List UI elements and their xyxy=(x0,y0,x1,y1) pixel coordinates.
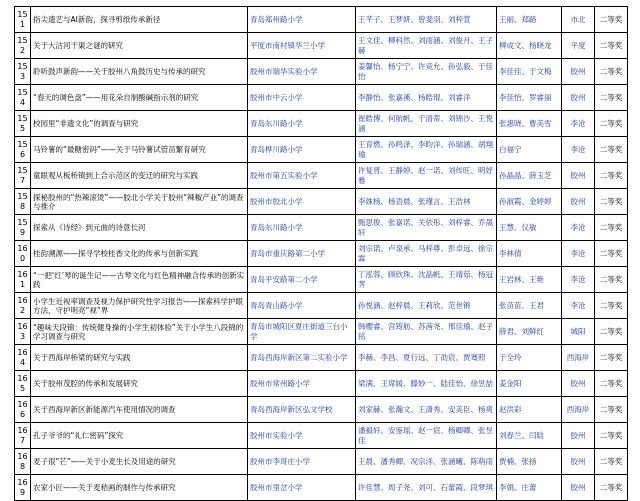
project-title: “一把‘红’琴的诞生记——古琴文化与红色精神融合传承的创新实践 xyxy=(31,267,248,293)
teacher-names: 姜金阳 xyxy=(497,371,562,397)
project-title: 聆听鼓声新韵——关于胶州八角鼓历史与传承的研究 xyxy=(31,59,248,85)
project-title: 关于胶州茂腔的传承和发展研究 xyxy=(31,371,248,397)
table-row xyxy=(15,397,628,423)
district: 胶州 xyxy=(562,85,595,111)
project-title: 指尖遗艺与AI新韵，探寻剪纸传承新径 xyxy=(31,7,248,33)
award-level: 二等奖 xyxy=(595,33,628,59)
project-title: 小学生近视率调查及视力保护研究性学习报告——探索科学护眼方法，守护明亮“视”界 xyxy=(31,293,248,319)
school-name: 青岛西海岸新区弘文学校 xyxy=(248,397,356,423)
row-number: 164 xyxy=(15,345,31,371)
row-number: 169 xyxy=(15,475,31,501)
school-name: 胶州市胶北小学 xyxy=(248,189,356,215)
project-title: 探秘胶州的“热辣滚烫”——胶北小学关于胶州“辣椒产业”的调查与推介 xyxy=(31,189,248,215)
student-names: 许复晋、王静婷、赵一诺、刘传旺、明妤雅 xyxy=(356,163,497,189)
award-level: 二等奖 xyxy=(595,449,628,475)
district: 李沧 xyxy=(562,241,595,267)
student-names: 刘宗诺、卢泉承、马梓尊、彭卓远、徐宗霖 xyxy=(356,241,497,267)
award-table-body xyxy=(15,7,628,501)
award-level: 二等奖 xyxy=(595,371,628,397)
award-level: 二等奖 xyxy=(595,85,628,111)
row-number: 166 xyxy=(15,397,31,423)
row-number: 159 xyxy=(15,215,31,241)
row-number: 158 xyxy=(15,189,31,215)
district: 李沧 xyxy=(562,215,595,241)
award-level: 二等奖 xyxy=(595,345,628,371)
district: 平度 xyxy=(562,33,595,59)
table-row xyxy=(15,267,628,293)
award-level: 二等奖 xyxy=(595,189,628,215)
school-name: 胶州市瑞华实验小学 xyxy=(248,59,356,85)
teacher-names: 白福宁 xyxy=(497,137,562,163)
award-level: 二等奖 xyxy=(595,215,628,241)
teacher-names: 张惠晓、曹美雪 xyxy=(497,111,562,137)
table-row xyxy=(15,137,628,163)
project-title: “趣味天段锦：传统健身操的小学生初体验”关于小学生八段锦的学习调查与研究 xyxy=(31,319,248,345)
row-number: 153 xyxy=(15,59,31,85)
project-title: 关于西海岸新区新能源汽车使用情况的调查 xyxy=(31,397,248,423)
row-number: 156 xyxy=(15,137,31,163)
teacher-names: 李佳怡、罗睿丽 xyxy=(497,85,562,111)
student-names: 王文佳、柳科然、刘雨涵、刘俊月、王子赫 xyxy=(356,33,497,59)
row-number: 163 xyxy=(15,319,31,345)
row-number: 155 xyxy=(15,111,31,137)
award-level: 二等奖 xyxy=(595,241,628,267)
award-table xyxy=(14,6,628,501)
row-number: 168 xyxy=(15,449,31,475)
district: 西海岸 xyxy=(562,397,595,423)
school-name: 胶州市中云小学 xyxy=(248,85,356,111)
district: 李沧 xyxy=(562,293,595,319)
project-title: 童眼观从板桥镇到上合示范区的变迁的研究与实践 xyxy=(31,163,248,189)
teacher-names: 孙晶晶、薛玉芝 xyxy=(497,163,562,189)
table-row xyxy=(15,7,628,33)
project-title: 麦子很“芒”——关于小麦生长及用途的研究 xyxy=(31,449,248,475)
school-name: 胶州市第五实验小学 xyxy=(248,163,356,189)
table-row xyxy=(15,241,628,267)
student-names: 韩樱睿、宫筠舫、苏茜尧、邢佳瑜、赵子铭 xyxy=(356,319,497,345)
award-level: 二等奖 xyxy=(595,163,628,189)
award-level: 二等奖 xyxy=(595,7,628,33)
award-list-sheet xyxy=(14,6,627,501)
award-level: 二等奖 xyxy=(595,59,628,85)
school-name: 青岛市城阳区夏庄街道三台小学 xyxy=(248,319,356,345)
table-row xyxy=(15,371,628,397)
row-number: 161 xyxy=(15,267,31,293)
student-names: 孙悦涵、赵梓晨、王莉欣、范世锵 xyxy=(356,293,497,319)
row-number: 154 xyxy=(15,85,31,111)
school-name: 青岛东川路小学 xyxy=(248,111,356,137)
table-row xyxy=(15,423,628,449)
project-title: 探索从《诗经》到元曲的诗意长河 xyxy=(31,215,248,241)
school-name: 青岛桦川路小学 xyxy=(248,137,356,163)
student-names: 刘家赫、张瀚文、王潇秀、安美臣、杨爽 xyxy=(356,397,497,423)
school-name: 青岛平安路第二小学 xyxy=(248,267,356,293)
table-row xyxy=(15,215,628,241)
school-name: 平度市南村镇华兰小学 xyxy=(248,33,356,59)
teacher-names: 贾楠、张扬 xyxy=(497,449,562,475)
school-name: 青岛西海岸新区第二实验小学 xyxy=(248,345,356,371)
student-names: 李静怡、张嘉溪、杨皓琨、刘睿洋 xyxy=(356,85,497,111)
project-title: “春天的调色盘”——用花朵自制酸碱指示剂的研究 xyxy=(31,85,248,111)
row-number: 157 xyxy=(15,163,31,189)
award-level: 二等奖 xyxy=(595,423,628,449)
student-names: 王育燃、孙鸣泽、李昀洋、孙瑞涵、胡翔瑜 xyxy=(356,137,497,163)
teacher-names: 王丽、郑路 xyxy=(497,7,562,33)
district: 胶州 xyxy=(562,423,595,449)
teacher-names: 李娟、庄蕾 xyxy=(497,475,562,501)
school-name: 胶州市里岔小学 xyxy=(248,475,356,501)
row-number: 152 xyxy=(15,33,31,59)
teacher-names: 张苗苗、王君 xyxy=(497,293,562,319)
award-level: 二等奖 xyxy=(595,293,628,319)
table-row xyxy=(15,59,628,85)
school-name: 青岛市重庆路第二小学 xyxy=(248,241,356,267)
project-title: 马铃薯的“最糖密码”——关于马铃薯试管苗繁育研究 xyxy=(31,137,248,163)
project-title: 桂韵溯源——探寻学校桂香文化的传承与创新实践 xyxy=(31,241,248,267)
student-names: 甄思俊、张嘉诺、关依彤、刘梓睿、乔晟轩 xyxy=(356,215,497,241)
school-name: 胶州市李哥庄小学 xyxy=(248,449,356,475)
school-name: 青岛东川路小学 xyxy=(248,215,356,241)
teacher-names: 李佳佳、于文梅 xyxy=(497,59,562,85)
district: 李沧 xyxy=(562,111,595,137)
school-name: 青岛郑州路小学 xyxy=(248,7,356,33)
award-level: 二等奖 xyxy=(595,137,628,163)
table-row xyxy=(15,345,628,371)
district: 胶州 xyxy=(562,163,595,189)
student-names: 李姝杨、杨语晨、张瑾言、王浩林 xyxy=(356,189,497,215)
project-title: 孔子爷爷的“礼仁密码”探究 xyxy=(31,423,248,449)
district: 胶州 xyxy=(562,475,595,501)
student-names: 李赫、李昌、夏行远、丁劭宸、贾骞照 xyxy=(356,345,497,371)
project-title: 农家小匠——关于麦秸画的制作与传承研究 xyxy=(31,475,248,501)
student-names: 王芊子、王梦妍、曾斐羽、刘梓萱 xyxy=(356,7,497,33)
award-level: 二等奖 xyxy=(595,111,628,137)
row-number: 151 xyxy=(15,7,31,33)
teacher-names: 薛君、刘鲜红 xyxy=(497,319,562,345)
district: 城阳 xyxy=(562,319,595,345)
table-row xyxy=(15,189,628,215)
district: 胶州 xyxy=(562,449,595,475)
project-title: 关于大沽河干渠之谜的研究 xyxy=(31,33,248,59)
award-level: 二等奖 xyxy=(595,319,628,345)
row-number: 160 xyxy=(15,241,31,267)
student-names: 许佳慧、周子尧、刘可、石蕾霞、段梦琪 xyxy=(356,475,497,501)
award-level: 二等奖 xyxy=(595,397,628,423)
district: 胶州 xyxy=(562,189,595,215)
teacher-names: 于全玲 xyxy=(497,345,562,371)
student-names: 丁泓蓉、顾欣珠、沈晶帆、王靖茹、杨冠荠 xyxy=(356,267,497,293)
district: 李沧 xyxy=(562,267,595,293)
school-name: 青岛青山路小学 xyxy=(248,293,356,319)
row-number: 165 xyxy=(15,371,31,397)
student-names: 王晨、潘秀卿、况宗洋、张涵曦、陈萌雨 xyxy=(356,449,497,475)
project-title: 校园里“非遗文化”的调查与研究 xyxy=(31,111,248,137)
student-names: 崔皓博、何航帆、于清蒂、刘锦沙、王悦涵 xyxy=(356,111,497,137)
district: 西海岸 xyxy=(562,345,595,371)
teacher-names: 刘春兰、闫晗 xyxy=(497,423,562,449)
row-number: 162 xyxy=(15,293,31,319)
school-name: 胶州市常州路小学 xyxy=(248,371,356,397)
district: 市北 xyxy=(562,7,595,33)
student-names: 潘毅轩、安鉴瑶、赵一宸、杨卿卿、张昱佳 xyxy=(356,423,497,449)
teacher-names: 李林倩 xyxy=(497,241,562,267)
table-row xyxy=(15,33,628,59)
table-row xyxy=(15,85,628,111)
district: 胶州 xyxy=(562,371,595,397)
school-name: 胶州市实验小学 xyxy=(248,423,356,449)
teacher-names: 王岩林、王艳 xyxy=(497,267,562,293)
teacher-names: 王慧、仪敏 xyxy=(497,215,562,241)
student-names: 姜馨怡、杨宁宁、许竞允、孙弘毅、于佳怡 xyxy=(356,59,497,85)
table-row xyxy=(15,319,628,345)
student-names: 梁满、王席媛、滕妙一、陆佳怡、徐昱喆 xyxy=(356,371,497,397)
teacher-names: 柳成文、杨晓龙 xyxy=(497,33,562,59)
district: 胶州 xyxy=(562,59,595,85)
row-number: 167 xyxy=(15,423,31,449)
table-row xyxy=(15,111,628,137)
award-level: 二等奖 xyxy=(595,475,628,501)
table-row xyxy=(15,475,628,501)
table-row xyxy=(15,293,628,319)
teacher-names: 孙淑霞、金婷婷 xyxy=(497,189,562,215)
table-row xyxy=(15,163,628,189)
teacher-names: 赵洪彩 xyxy=(497,397,562,423)
table-row xyxy=(15,449,628,475)
award-level: 二等奖 xyxy=(595,267,628,293)
project-title: 关于西海岸桥梁的研究与实践 xyxy=(31,345,248,371)
district: 李沧 xyxy=(562,137,595,163)
